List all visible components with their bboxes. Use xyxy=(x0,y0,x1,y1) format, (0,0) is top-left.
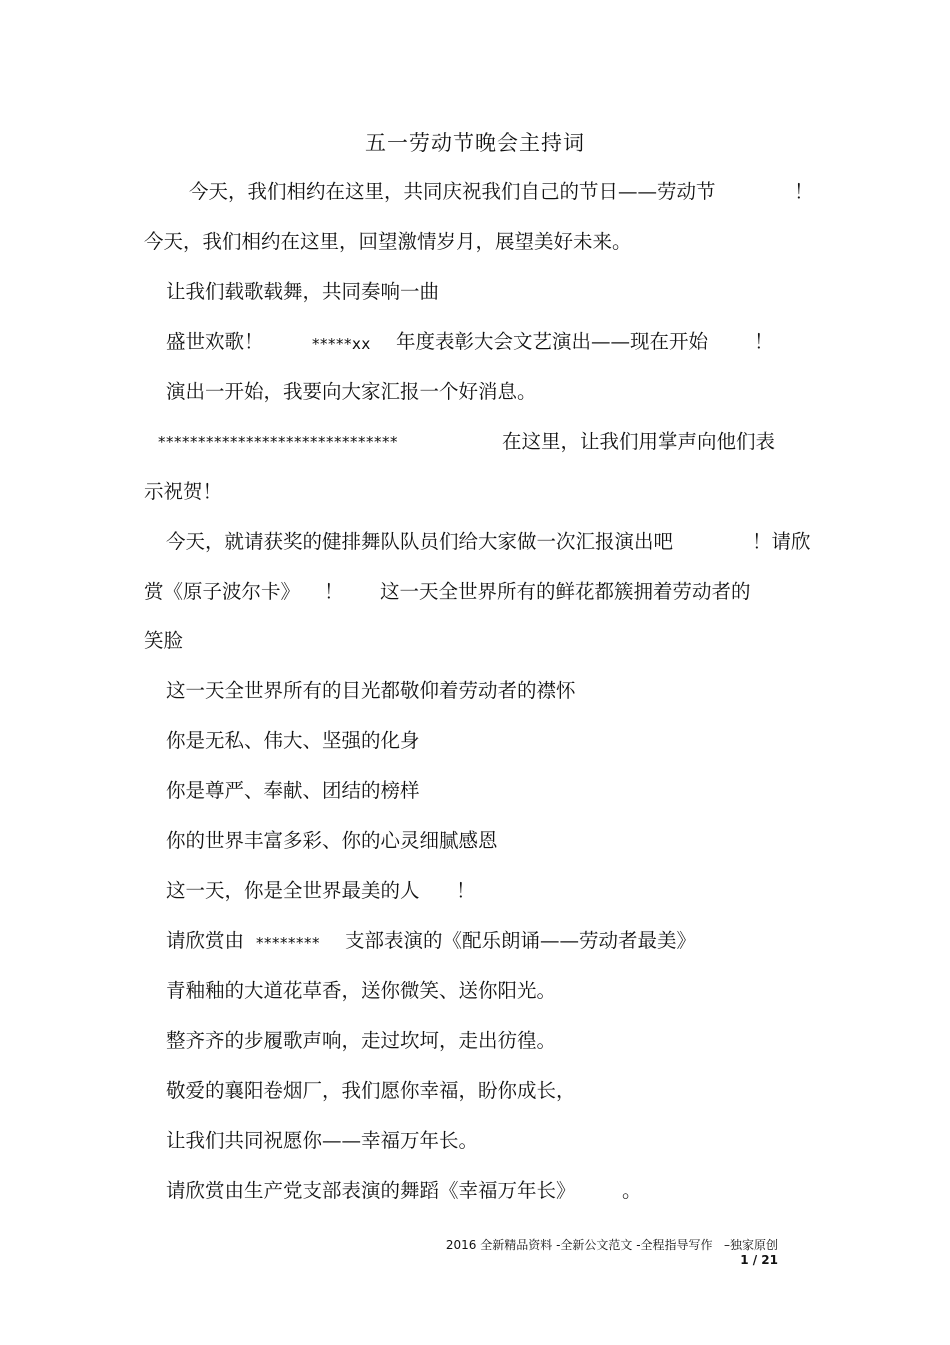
text-line: 笑脸 xyxy=(144,629,184,652)
text-line: 这一天全世界所有的目光都敬仰着劳动者的襟怀 xyxy=(166,679,576,702)
text-line: 你的世界丰富多彩、你的心灵细腻感恩 xyxy=(166,829,498,852)
text-line-punct: ！ xyxy=(794,180,814,203)
text-line-punct: ！ xyxy=(754,330,774,353)
text-line: 今天，就请获奖的健排舞队队员们给大家做一次汇报演出吧 xyxy=(166,530,674,553)
text-line: 这一天，你是全世界最美的人 xyxy=(166,879,420,902)
text-line: 让我们共同祝愿你——幸福万年长。 xyxy=(166,1129,479,1152)
text-line-masked: ******** xyxy=(256,934,320,952)
text-line: 你是无私、伟大、坚强的化身 xyxy=(166,729,420,752)
text-line: 整齐齐的步履歌声响，走过坎坷，走出彷徨。 xyxy=(166,1029,557,1052)
document-title: 五一劳动节晚会主持词 xyxy=(365,131,585,155)
text-line: 在这里，让我们用掌声向他们表 xyxy=(502,430,776,453)
text-line-punct: 。 xyxy=(622,1179,642,1202)
text-line: 请欣赏由生产党支部表演的舞蹈《幸福万年长》 xyxy=(166,1179,576,1202)
text-line: 赏《原子波尔卡》 xyxy=(144,580,301,603)
text-line-masked: *****xx xyxy=(312,335,371,353)
footer-note: 2016 全新精品资料 -全新公文范文 -全程指导写作 –独家原创 xyxy=(445,1238,778,1252)
text-line: 年度表彰大会文艺演出——现在开始 xyxy=(396,330,709,353)
text-line: 敬爱的襄阳卷烟厂，我们愿你幸福，盼你成长， xyxy=(166,1079,576,1102)
text-line-punct: ！ xyxy=(456,879,476,902)
text-line: 请欣赏由 xyxy=(166,929,245,952)
text-line: 青釉釉的大道花草香，送你微笑、送你阳光。 xyxy=(166,979,557,1002)
text-line-masked: ****************************** xyxy=(158,433,398,451)
text-line-punct: ！ xyxy=(324,580,344,603)
text-line: 今天，我们相约在这里，共同庆祝我们自己的节日——劳动节 xyxy=(189,180,716,203)
text-line: 让我们载歌载舞，共同奏响一曲 xyxy=(166,280,440,303)
text-line: 这一天全世界所有的鲜花都簇拥着劳动者的 xyxy=(380,580,751,603)
text-line: 示祝贺！ xyxy=(144,480,223,503)
text-line: 今天，我们相约在这里，回望激情岁月，展望美好未来。 xyxy=(144,230,632,253)
text-line: ！请欣 xyxy=(752,530,811,553)
text-line: 演出一开始，我要向大家汇报一个好消息。 xyxy=(166,380,537,403)
text-line: 支部表演的《配乐朗诵——劳动者最美》 xyxy=(345,929,697,952)
text-line: 你是尊严、奉献、团结的榜样 xyxy=(166,779,420,802)
text-line: 盛世欢歌！ xyxy=(166,330,264,353)
page-number: 1 / 21 xyxy=(740,1253,778,1267)
